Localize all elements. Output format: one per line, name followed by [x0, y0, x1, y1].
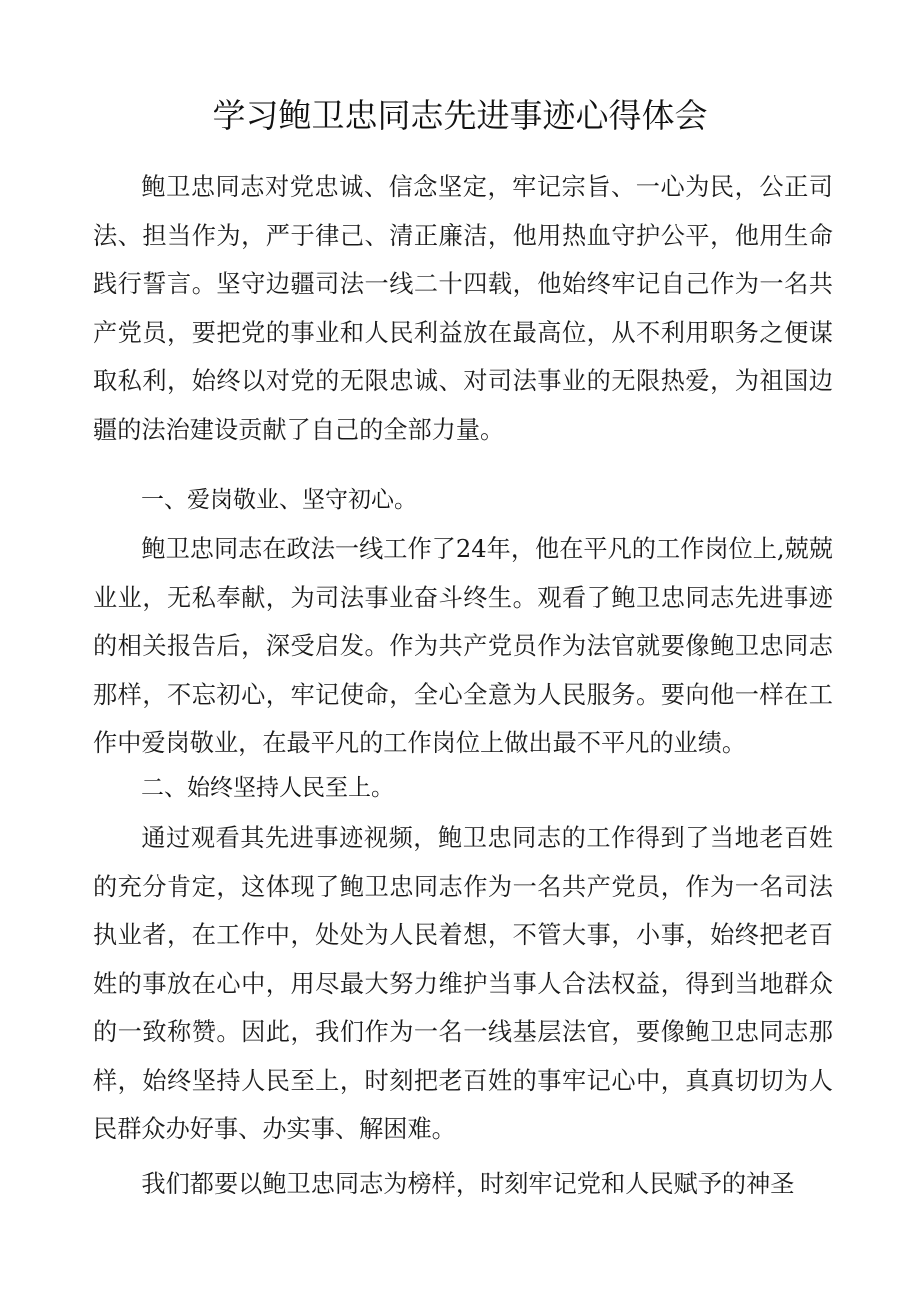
- paragraph-section-2: 通过观看其先进事迹视频，鲍卫忠同志的工作得到了当地老百姓的充分肯定，这体现了鲍卫忠同志作为一名共产党员，作为一名司法执业者，在工作中，处处为人民着想，不管大事，小事，始终把老百姓的事放在心中，用尽最大努力维护当事人合法权益，得到当地群众的一致称赞。因此，我们作为一名一线基层法官，要像鲍卫忠同志那样，始终坚持人民至上，时刻把老百姓的事牢记心中，真真切切为人民群众办好事、办实事、解困难。: [93, 824, 833, 1143]
- section-heading-2: 二、始终坚持人民至上。: [141, 775, 394, 801]
- paragraph-section-1: 鲍卫忠同志在政法一线工作了24年，他在平凡的工作岗位上,兢兢业业，无私奉献，为司法事业奋斗终生。观看了鲍卫忠同志先进事迹的相关报告后，深受启发。作为共产党员作为法官就要像鲍卫忠同志那样，不忘初心，牢记使命，全心全意为人民服务。要向他一样在工作中爱岗敬业，在最平凡的工作岗位上做出最不平凡的业绩。: [93, 535, 833, 757]
- paragraph-closing: 我们都要以鲍卫忠同志为榜样，时刻牢记党和人民赋予的神圣: [141, 1170, 795, 1198]
- document-title: 学习鲍卫忠同志先进事迹心得体会: [212, 96, 708, 135]
- paragraph-intro: 鲍卫忠同志对党忠诚、信念坚定，牢记宗旨、一心为民，公正司法、担当作为，严于律己、清正廉洁，他用热血守护公平，他用生命践行誓言。坚守边疆司法一线二十四载，他始终牢记自己作为一名共产党员，要把党的事业和人民利益放在最高位，从不利用职务之便谋取私利，始终以对党的无限忠诚、对司法事业的无限热爱，为祖国边疆的法治建设贡献了自己的全部力量。: [93, 173, 833, 444]
- section-heading-1: 一、爱岗敬业、坚守初心。: [141, 487, 417, 513]
